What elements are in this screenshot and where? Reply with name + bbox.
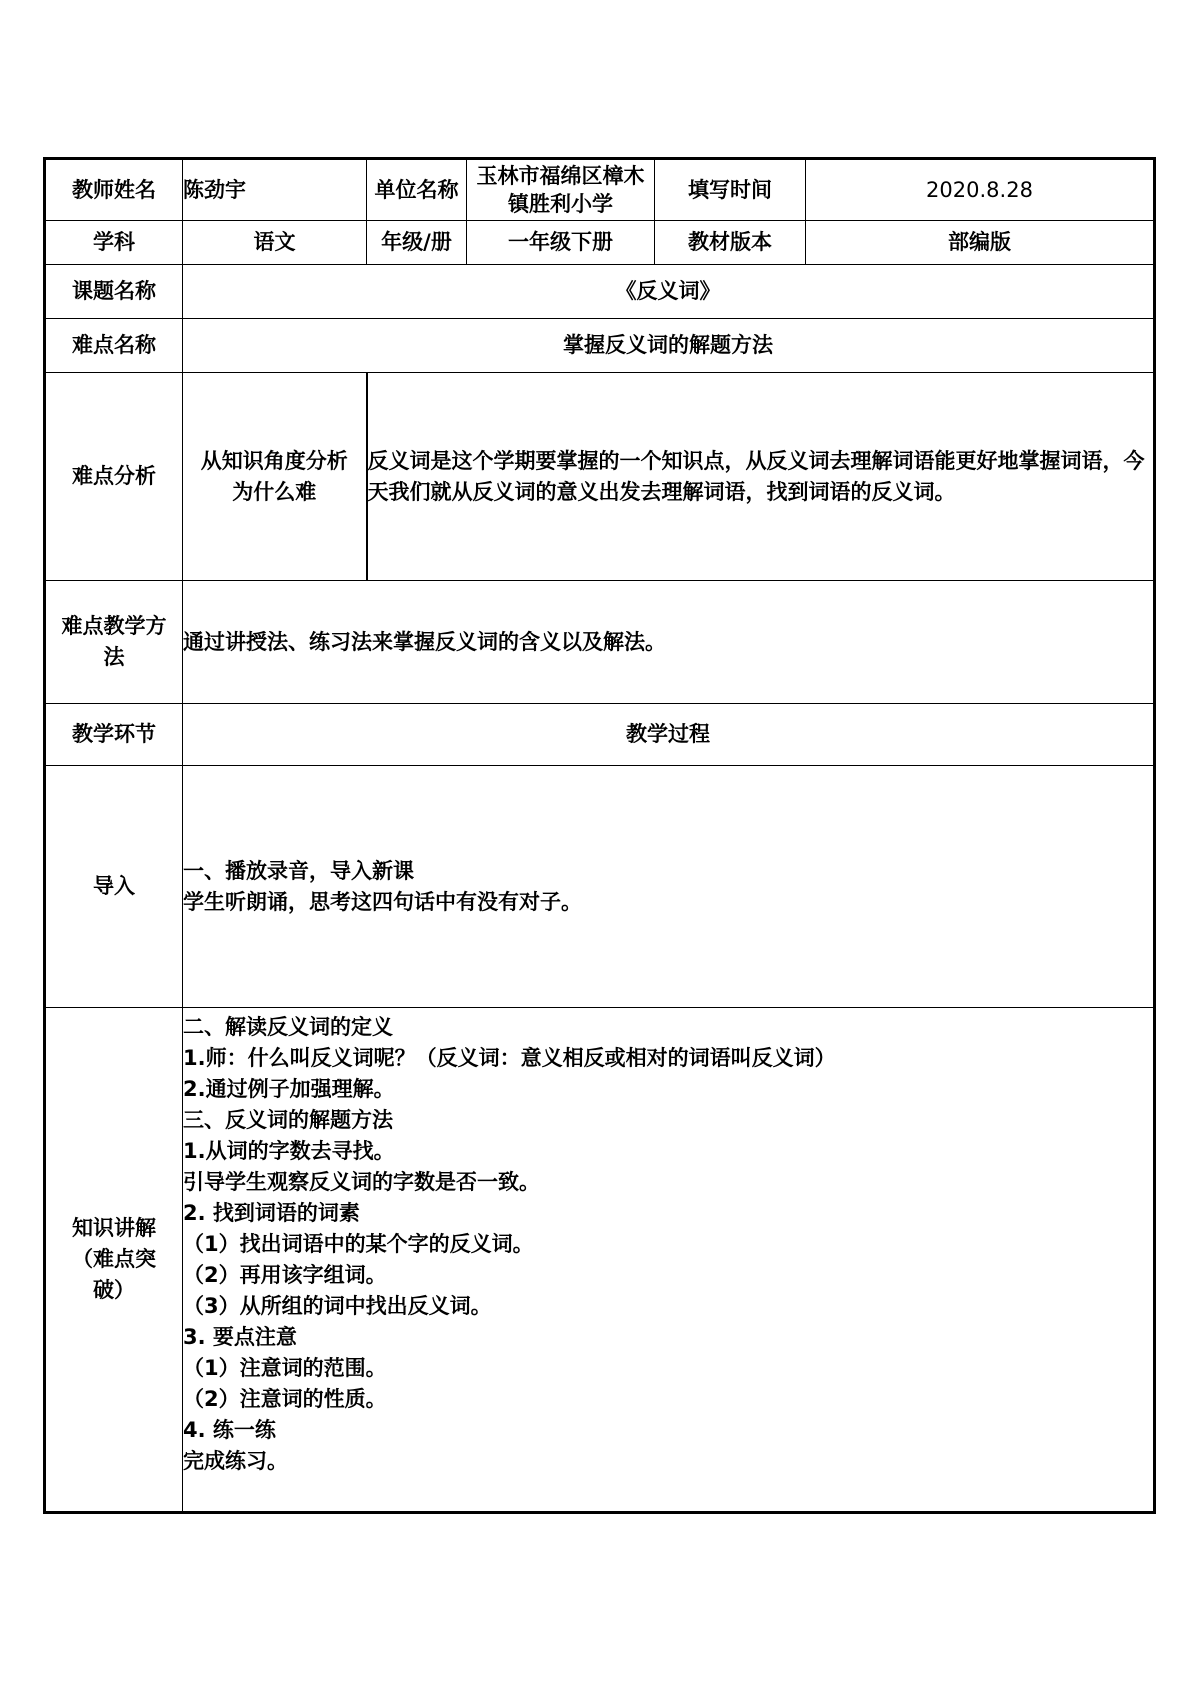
knowledge-line: （3）从所组的词中找出反义词。 xyxy=(183,1294,492,1318)
subject: 语文 xyxy=(183,221,367,265)
knowledge-line: 2. 找到词语的词素 xyxy=(183,1201,360,1225)
analysis-label: 难点分析 xyxy=(45,373,183,581)
analysis-sub-label: 从知识角度分析为什么难 xyxy=(183,373,367,581)
intro-line: 一、播放录音，导入新课 xyxy=(183,858,414,883)
method-row xyxy=(45,581,1155,704)
knowledge-line: 3. 要点注意 xyxy=(183,1325,297,1349)
teacher-name: 陈劲宇 xyxy=(183,159,367,221)
fill-time: 2020.8.28 xyxy=(806,159,1155,221)
analysis-row xyxy=(45,373,1155,581)
knowledge-label: 知识讲解（难点突破） xyxy=(45,1008,183,1513)
process-header-row xyxy=(45,704,1155,766)
topic-row xyxy=(45,265,1155,319)
knowledge-content xyxy=(183,1008,1155,1513)
subject-label: 学科 xyxy=(45,221,183,265)
knowledge-line: （1）注意词的范围。 xyxy=(183,1356,387,1380)
knowledge-line: 二、解读反义词的定义 xyxy=(183,1015,393,1039)
analysis-text: 反义词是这个学期要掌握的一个知识点，从反义词去理解词语能更好地掌握词语，今天我们就从反义词的意义出发去理解词语，找到词语的反义词。 xyxy=(367,373,1155,581)
topic-label: 课题名称 xyxy=(45,265,183,319)
difficulty-label: 难点名称 xyxy=(45,319,183,373)
knowledge-line: 4. 练一练 xyxy=(183,1418,276,1442)
header-row-1 xyxy=(45,159,1155,221)
knowledge-line: 1.师：什么叫反义词呢？（反义词：意义相反或相对的词语叫反义词） xyxy=(183,1046,836,1070)
textbook-label: 教材版本 xyxy=(655,221,806,265)
topic-value: 《反义词》 xyxy=(183,265,1155,319)
knowledge-row xyxy=(45,1008,1155,1513)
knowledge-line: 引导学生观察反义词的字数是否一致。 xyxy=(183,1170,540,1194)
intro-line: 学生听朗诵，思考这四句话中有没有对子。 xyxy=(183,889,582,914)
method-text: 通过讲授法、练习法来掌握反义词的含义以及解法。 xyxy=(183,581,1155,704)
header-row-2 xyxy=(45,221,1155,265)
method-label: 难点教学方法 xyxy=(45,581,183,704)
lesson-plan-table xyxy=(43,157,1156,1514)
knowledge-line: （2）注意词的性质。 xyxy=(183,1387,387,1411)
textbook: 部编版 xyxy=(806,221,1155,265)
fill-time-label: 填写时间 xyxy=(655,159,806,221)
unit-name-label: 单位名称 xyxy=(367,159,467,221)
knowledge-line: （1）找出词语中的某个字的反义词。 xyxy=(183,1232,534,1256)
unit-name: 玉林市福绵区樟木镇胜利小学 xyxy=(467,159,655,221)
intro-content xyxy=(183,766,1155,1008)
process-label: 教学过程 xyxy=(183,704,1155,766)
difficulty-row xyxy=(45,319,1155,373)
knowledge-line: 1.从词的字数去寻找。 xyxy=(183,1139,395,1163)
knowledge-line: 2.通过例子加强理解。 xyxy=(183,1077,395,1101)
intro-row xyxy=(45,766,1155,1008)
knowledge-line: 完成练习。 xyxy=(183,1449,288,1473)
intro-label: 导入 xyxy=(45,766,183,1008)
teacher-name-label: 教师姓名 xyxy=(45,159,183,221)
difficulty-value: 掌握反义词的解题方法 xyxy=(183,319,1155,373)
stage-label: 教学环节 xyxy=(45,704,183,766)
knowledge-line: （2）再用该字组词。 xyxy=(183,1263,387,1287)
knowledge-line: 三、反义词的解题方法 xyxy=(183,1108,393,1132)
grade-label: 年级/册 xyxy=(367,221,467,265)
grade: 一年级下册 xyxy=(467,221,655,265)
